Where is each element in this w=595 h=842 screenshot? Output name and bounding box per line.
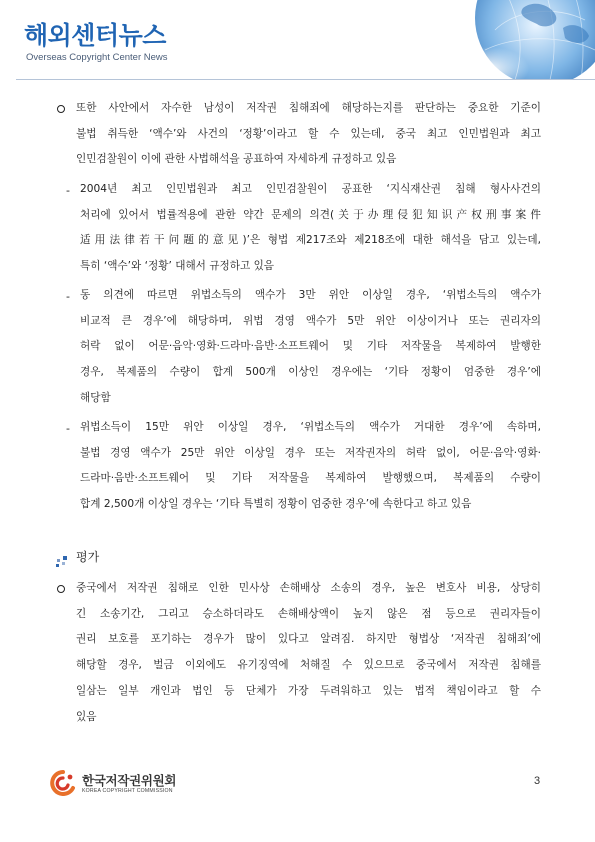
text-line: 허락 없이 어문·음악·영화·드라마·음반·소프트웨어 및 기타 저작물을 복제하여 발행한 — [80, 340, 541, 353]
circle-bullet-icon — [57, 105, 65, 113]
globe-graphic-icon — [445, 0, 595, 80]
dash-bullet-icon: - — [66, 290, 70, 303]
text-line: 경우, 복제품의 수량이 합계 500개 이상인 경우에는 ‘기타 정황이 엄중한 경우’에 — [80, 366, 541, 379]
footer-org-name-en: KOREA COPYRIGHT COMMISSION — [82, 788, 173, 794]
text-line: 불법 취득한 ‘액수’와 사건의 ‘정황’이라고 할 수 있는데, 중국 최고 인민법원과 최고 — [76, 127, 541, 140]
section-title: 평가 — [76, 550, 100, 564]
text-line: 동 의견에 따르면 위법소득의 액수가 3만 위안 이상일 경우, ‘위법소득의 액수가 — [80, 289, 541, 301]
text-line: 중국에서 저작권 침해로 인한 민사상 손해배상 소송의 경우, 높은 변호사 비용, 상당히 — [76, 582, 541, 594]
text-line: 비교적 큰 경우’에 해당하며, 위법 경영 액수가 5만 위안 이상이거나 또는 권리자의 — [80, 314, 541, 327]
text-line: 권리 보호를 포기하는 경우가 많이 있다고 알려짐. 하지만 형법상 ‘저작권 침해죄’에 — [76, 633, 541, 646]
text-line: 适用法律若干问题的意见)’은 형법 제217조와 제218조에 대한 해석을 담고 있는데, — [80, 234, 541, 247]
paragraph — [80, 177, 541, 280]
dash-bullet-icon: - — [66, 422, 70, 435]
header-subtitle: Overseas Copyright Center News — [26, 52, 168, 63]
text-line: 2004년 최고 인민법원과 최고 인민검찰원이 공표한 ‘지식재산권 침해 형사사건의 — [80, 183, 541, 195]
paragraph — [76, 576, 541, 730]
text-line: 긴 소송기간, 그리고 승소하더라도 손해배상액이 높지 않은 점 등으로 권리자들이 — [76, 607, 541, 620]
text-line: 위법소득이 15만 위안 이상일 경우, ‘위법소득의 액수가 거대한 경우’에 속하며, — [80, 421, 541, 433]
header-title: 해외센터뉴스 — [24, 21, 166, 50]
text-line: 합계 2,500개 이상일 경우는 ‘기타 특별히 정황이 엄중한 경우’에 속한다고 하고 있음 — [80, 498, 472, 511]
text-line: 드라마·음반·소프트웨어 및 기타 저작물을 복제하여 발행했으며, 복제품의 수량이 — [80, 472, 541, 485]
text-line: 특히 ‘액수’와 ‘정황’ 대해서 규정하고 있음 — [80, 260, 275, 273]
text-line: 일삼는 일부 개인과 법인 등 단체가 가장 두려워하고 있는 법적 책임이라고 할 수 — [76, 684, 541, 697]
dash-bullet-icon: - — [66, 184, 70, 197]
paragraph — [76, 96, 541, 173]
header-divider — [16, 79, 595, 80]
kcc-logo-icon — [50, 770, 76, 796]
page-number: 3 — [534, 775, 541, 787]
footer-org-name: 한국저작권위원회 — [82, 773, 177, 788]
section-dots-icon — [56, 552, 68, 563]
paragraph — [80, 415, 541, 518]
text-line: 해당할 경우, 벌금 이외에도 유기징역에 처해질 수 있으므로 중국에서 저작권 침해를 — [76, 659, 541, 672]
text-line: 있음 — [76, 710, 97, 723]
text-line: 인민검찰원이 이에 관한 사법해석을 공표하여 자세하게 규정하고 있음 — [76, 153, 397, 166]
header — [0, 0, 595, 80]
circle-bullet-icon — [57, 585, 65, 593]
text-line: 처리에 있어서 법률적용에 관한 약간 문제의 의견(关于办理侵犯知识产权刑事案件 — [80, 208, 541, 221]
text-line: 해당함 — [80, 391, 111, 404]
text-line: 또한 사안에서 자수한 남성이 저작권 침해죄에 해당하는지를 판단하는 중요한 기준이 — [76, 102, 541, 114]
paragraph — [80, 283, 541, 412]
text-line: 불법 경영 액수가 25만 위안 이상일 경우 또는 저작권자의 허락 없이, 어문·음악·영화· — [80, 446, 541, 459]
